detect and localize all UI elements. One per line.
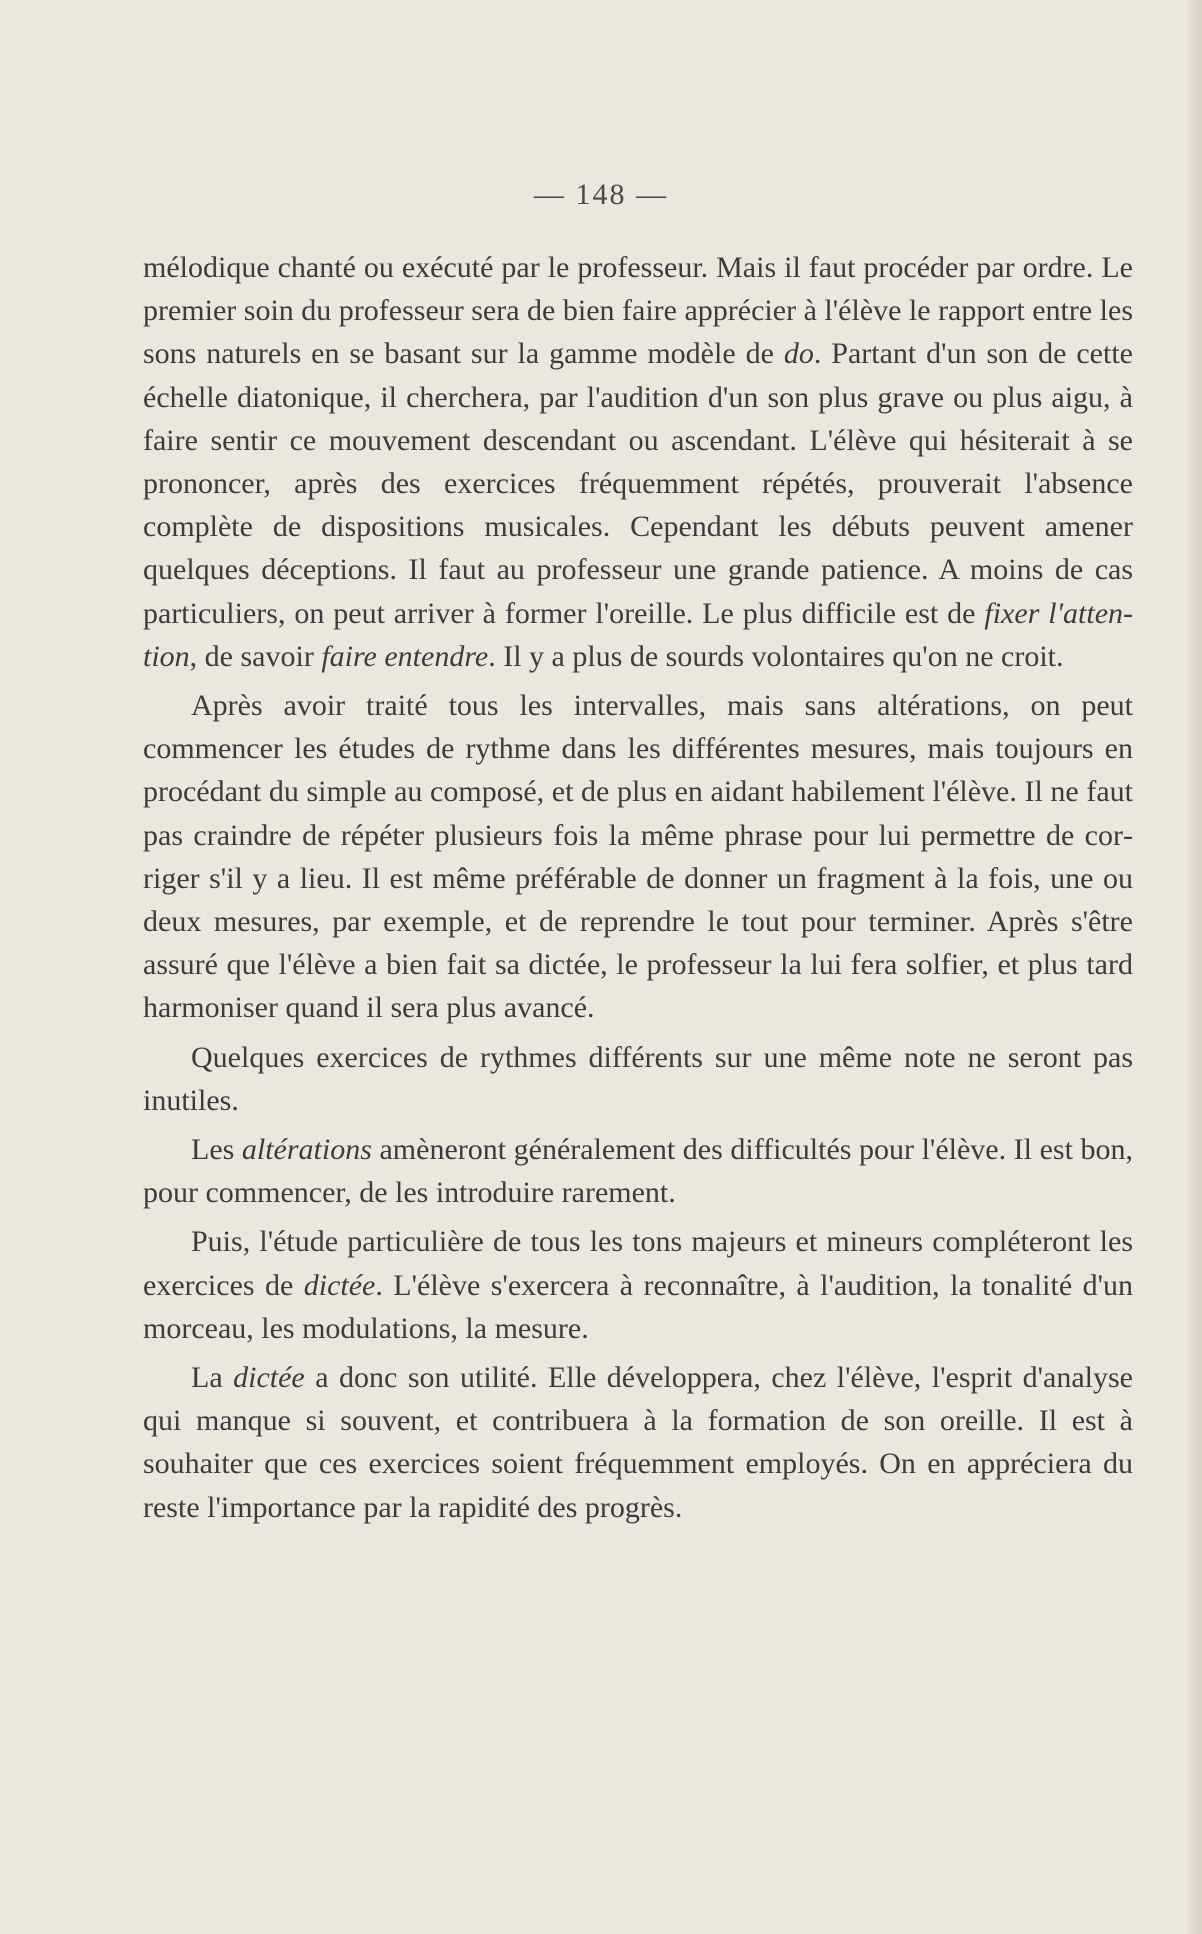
- paragraph-text: . L'élève s'exercera à reconnaître, à l'audition, la tonalité d'un morceau, les modulations, la mesure.: [143, 1268, 1133, 1345]
- page-edge-shadow: [1188, 0, 1202, 1934]
- paragraph-text: Quelques exercices de rythmes différents sur une même note ne seront pas inutiles.: [143, 1040, 1133, 1117]
- paragraph: [143, 1356, 1133, 1529]
- italic-text: altérations: [241, 1133, 372, 1167]
- paragraph-text: . Partant d'un son de cette échelle diatonique, il cherchera, par l'audition d'un son plus grave ou plus aigu, à faire sentir ce mouvement descendant ou ascendant. L'élève qui hésiterait à se prononcer, après des exercices fréquemment répétés, prouverait l'absence complète de dispositions musicales. Cependant les débuts peuvent amener quelques déceptions. Il faut au professeur une grande patience. A moins de cas particuliers, on peut arriver à former l'oreille. Le plus difficile est de: [143, 337, 1133, 630]
- paragraph: [143, 684, 1133, 1030]
- paragraph-text: , de savoir: [189, 639, 322, 673]
- paragraph: [143, 1128, 1133, 1214]
- paragraph-text: a donc son utilité. Elle développera, chez l'élève, l'esprit d'analyse qui manque si souvent, et contribuera à la formation de son oreille. Il est à souhaiter que ces exercices soient fréquemment employés. On en appréciera du reste l'importance par la rapidité des progrès.: [143, 1361, 1133, 1524]
- italic-text: fixer l'attention: [143, 596, 1134, 673]
- italic-text: dictée: [233, 1361, 305, 1395]
- paragraph: [143, 1036, 1133, 1122]
- paragraph-text: . Il y a plus de sourds volontaires qu'on ne croit.: [488, 639, 1064, 673]
- paragraph-text: mélodique chanté ou exécuté par le professeur. Mais il faut procéder par ordre. Le premier soin du professeur sera de bien faire apprécier à l'élève le rapport entre les sons naturels en se basant sur la gamme modèle de: [143, 251, 1133, 371]
- paragraph: [143, 246, 1133, 678]
- paragraph-text: La: [191, 1361, 234, 1395]
- paragraph-text: Puis, l'étude particulière de tous les tons majeurs et mineurs compléteront les exercices de: [143, 1225, 1133, 1302]
- italic-text: faire entendre: [321, 639, 489, 673]
- paragraph-text: Après avoir traité tous les intervalles, mais sans altérations, on peut commencer les études de rythme dans les différentes mesures, mais toujours en procédant du simple au composé, et de plus en aidant habilement l'élève. Il ne faut pas craindre de répéter plusieurs fois la même phrase pour lui permettre de corriger s'il y a lieu. Il est même préférable de donner un fragment à la fois, une ou deux mesures, par exemple, et de reprendre le tout pour terminer. Après s'être assuré que l'élève a bien fait sa dictée, le professeur la lui fera solfier, et plus tard harmoniser quand il sera plus avancé.: [143, 689, 1133, 1025]
- paragraph: [143, 1220, 1133, 1350]
- italic-text: dictée: [303, 1268, 376, 1302]
- italic-text: do: [783, 337, 814, 371]
- page-number: — 148 —: [534, 178, 668, 211]
- paragraph-text: amèneront généralement des difficultés pour l'élève. Il est bon, pour commencer, de les introduire rarement.: [143, 1133, 1133, 1210]
- page-body-text: [143, 246, 1133, 1535]
- paragraph-text: Les: [191, 1133, 242, 1167]
